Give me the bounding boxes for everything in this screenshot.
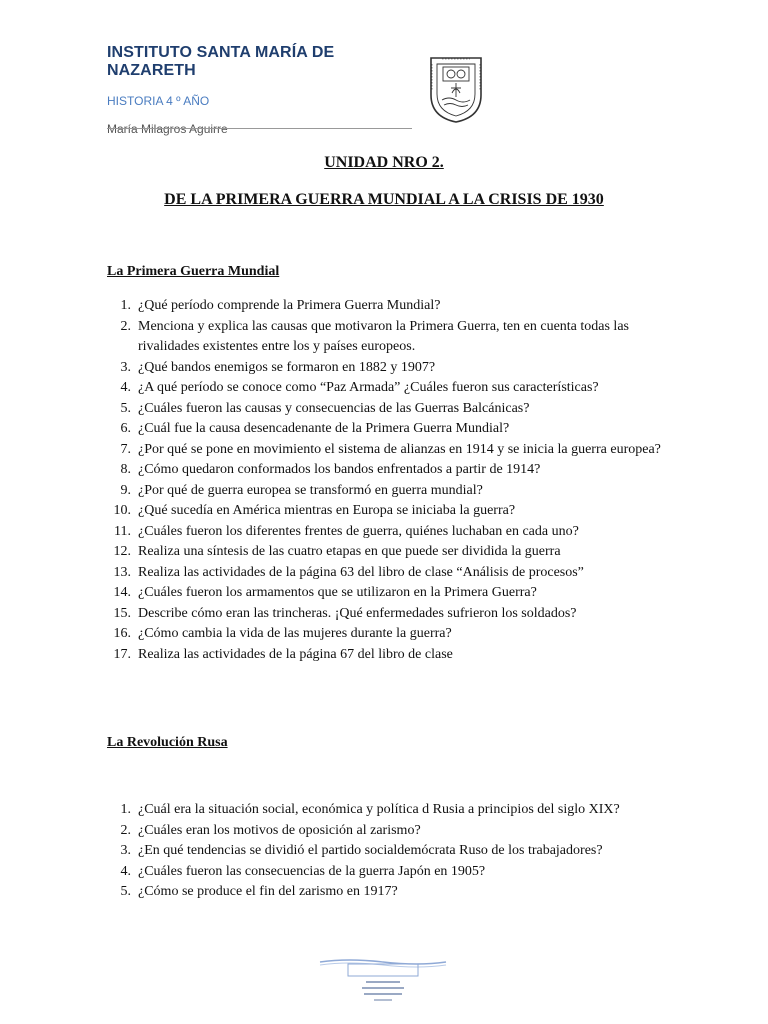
question-number: 3. — [120, 359, 131, 375]
school-crest-icon — [428, 55, 484, 125]
question-number: 4. — [120, 380, 131, 395]
question-number: 11. — [114, 523, 131, 539]
question-number: 17. — [113, 646, 131, 662]
question-text: ¿Cuál fue la causa desencadenante de la Primera Guerra Mundial? — [138, 421, 510, 436]
question-number: 2. — [120, 318, 131, 334]
question-item — [107, 460, 667, 481]
question-number: 7. — [120, 441, 131, 457]
topic-title: DE LA PRIMERA GUERRA MUNDIAL A LA CRISIS DE 1930 — [164, 191, 604, 208]
question-text: Realiza las actividades de la página 67 del libro de clase — [138, 646, 453, 662]
question-item — [107, 862, 667, 883]
question-text: ¿Por qué se pone en movimiento el sistema de alianzas en 1914 y se inicia la guerra europea? — [138, 441, 661, 457]
question-number: 16. — [113, 626, 131, 641]
question-number: 12. — [113, 544, 131, 559]
question-text: Menciona y explica las causas que motivaron la Primera Guerra, ten en cuenta todas las rivalidades existentes entre los y países europeos. — [138, 318, 629, 354]
unit-title: UNIDAD NRO 2. — [324, 154, 444, 171]
question-number: 9. — [120, 482, 131, 498]
question-item — [107, 624, 667, 645]
question-item — [107, 296, 667, 317]
school-name: INSTITUTO SANTA MARÍA DE NAZARETH — [107, 44, 335, 79]
question-number: 1. — [120, 298, 131, 313]
question-list-revolucion-rusa — [107, 800, 667, 903]
question-text: ¿A qué período se conoce como “Paz Armada” ¿Cuáles fueron sus características? — [138, 380, 599, 395]
question-item — [107, 481, 667, 502]
question-item — [107, 542, 667, 563]
question-number: 14. — [113, 585, 131, 600]
question-item — [107, 882, 667, 903]
document-header — [107, 44, 412, 136]
question-item — [107, 841, 667, 862]
subject-line: HISTORIA 4 º AÑO — [107, 94, 210, 108]
question-number: 10. — [113, 503, 131, 518]
question-number: 2. — [120, 822, 131, 838]
question-text: ¿Cuál era la situación social, económica y política d Rusia a principios del siglo XIX? — [138, 802, 620, 817]
question-text: ¿Por qué de guerra europea se transformó en guerra mundial? — [138, 482, 483, 498]
question-text: ¿Cómo quedaron conformados los bandos enfrentados a partir de 1914? — [138, 462, 541, 477]
question-list-primera-guerra — [107, 296, 667, 665]
question-number: 15. — [113, 605, 131, 621]
question-item — [107, 378, 667, 399]
question-number: 4. — [120, 863, 131, 879]
question-item — [107, 563, 667, 584]
section-heading-primera-guerra: La Primera Guerra Mundial — [107, 264, 280, 279]
question-item — [107, 821, 667, 842]
question-text: Realiza las actividades de la página 63 del libro de clase “Análisis de procesos” — [138, 564, 584, 580]
question-number: 3. — [120, 843, 131, 858]
question-number: 5. — [120, 884, 131, 899]
question-text: Describe cómo eran las trincheras. ¡Qué enfermedades sufrieron los soldados? — [138, 605, 577, 621]
question-item — [107, 358, 667, 379]
question-item — [107, 522, 667, 543]
question-item — [107, 399, 667, 420]
page-stamp-icon — [318, 956, 448, 1002]
question-text: ¿Cuáles fueron las causas y consecuencias de las Guerras Balcánicas? — [138, 400, 530, 416]
question-item — [107, 645, 667, 666]
header-divider — [107, 128, 412, 129]
question-text: ¿Cómo cambia la vida de las mujeres durante la guerra? — [138, 626, 452, 641]
question-text: ¿Qué período comprende la Primera Guerra Mundial? — [138, 298, 441, 313]
question-text: ¿Cuáles fueron los diferentes frentes de guerra, quiénes luchaban en cada uno? — [138, 523, 579, 539]
question-text: ¿Cuáles fueron los armamentos que se utilizaron en la Primera Guerra? — [138, 585, 537, 600]
question-item — [107, 583, 667, 604]
question-text: ¿Qué sucedía en América mientras en Europa se iniciaba la guerra? — [138, 503, 516, 518]
section-heading-revolucion-rusa: La Revolución Rusa — [107, 735, 228, 750]
author-name: María Milagros Aguirre — [107, 122, 228, 136]
question-number: 6. — [120, 421, 131, 436]
question-number: 8. — [120, 462, 131, 477]
question-item — [107, 800, 667, 821]
question-text: ¿Cómo se produce el fin del zarismo en 1917? — [138, 884, 398, 899]
question-item — [107, 317, 667, 358]
question-text: ¿Qué bandos enemigos se formaron en 1882 y 1907? — [138, 359, 436, 375]
question-text: ¿En qué tendencias se dividió el partido socialdemócrata Ruso de los trabajadores? — [138, 843, 603, 858]
question-number: 13. — [113, 564, 131, 580]
question-item — [107, 440, 667, 461]
question-item — [107, 604, 667, 625]
question-text: ¿Cuáles eran los motivos de oposición al zarismo? — [138, 822, 421, 838]
question-text: Realiza una síntesis de las cuatro etapas en que puede ser dividida la guerra — [138, 544, 561, 559]
question-item — [107, 501, 667, 522]
question-item — [107, 419, 667, 440]
question-number: 5. — [120, 400, 131, 416]
question-number: 1. — [120, 802, 131, 817]
question-text: ¿Cuáles fueron las consecuencias de la guerra Japón en 1905? — [138, 863, 486, 879]
